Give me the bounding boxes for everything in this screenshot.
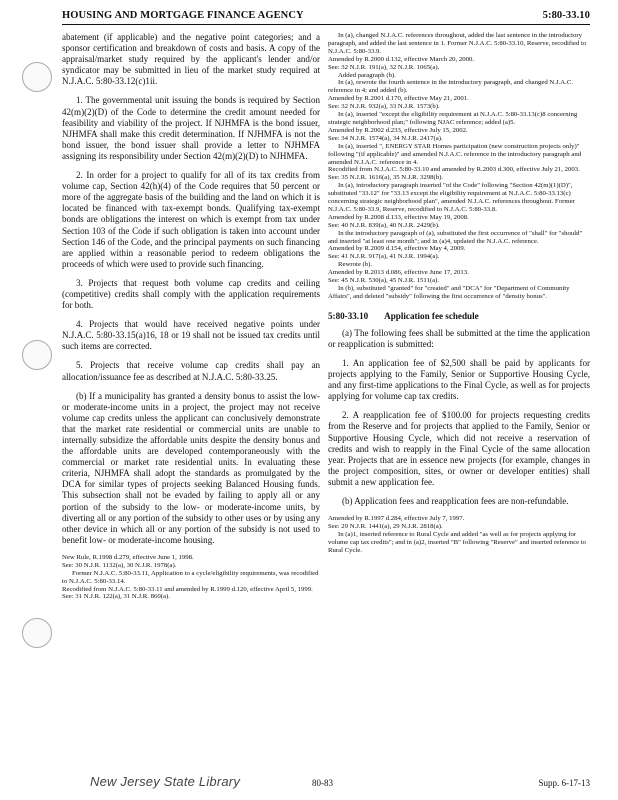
history-note: In (a), introductory paragraph inserted "of the Code" following "Section 42(m)(1)(D)", substituted "33.12" for "33.13 except the eligibility requirement at N.J.A.C. 5:80-33.13(c) concerning strategic neighborhood plan", amended N.J.A.C. references throughout. Former N.J.A.C. 5:80-33.9, Reserve, recodified to N.J.A.C. 5:80-33.8. <box>328 182 575 213</box>
history-note: In (a)1, inserted reference to Rural Cycle and added "as well as for projects applying for volume cap tax credits"; and in (a)2, inserted "B" following "Reserve" and inserted reference to Rural Cycle. <box>328 530 586 554</box>
history-note: See: 30 N.J.R. 1132(a), 30 N.J.R. 1978(a). <box>62 561 177 569</box>
history-note: See: 41 N.J.R. 917(a), 41 N.J.R. 1994(a). <box>328 253 440 261</box>
history-note: Recodified from N.J.A.C. 5:80-33.10 and amended by R.2003 d.300, effective July 21, 2003. <box>328 166 580 174</box>
history-note: Amended by R.2009 d.154, effective May 4, 2009. <box>328 245 466 253</box>
history-notes <box>328 32 590 301</box>
history-note: New Rule, R.1998 d.279, effective June 1, 1998. <box>62 553 194 561</box>
history-note: In (a), inserted ", ENERGY STAR Homes participation (new construction projects only)" following "(if applicable)" and amended N.J.A.C. reference in the introductory paragraph and amended N.J.A.C. reference in 4. <box>328 142 582 166</box>
history-note: See: 31 N.J.R. 122(a), 31 N.J.R. 860(a). <box>62 593 170 601</box>
history-notes <box>62 554 320 601</box>
paragraph: 2. In order for a project to qualify for all of its tax credits from volume cap, Section 42(h)(4) of the Code requires that 50 percent or more of the aggregate basis of the building and the land on which it is located be financed with tax-exempt bonds. Qualifying tax-exempt bonds are obligations the interest on which is exempt from tax under Section 103 of the Code if such obligation is taken into account under Section 146 of the Code, and the principal payments on such financing are applied within a reasonable period to redeem obligations the proceeds of which were used to provide such financing. <box>62 170 320 269</box>
left-body-text <box>62 32 320 546</box>
library-watermark: New Jersey State Library <box>90 774 241 789</box>
history-note: Former N.J.A.C. 5:80-33.11, Application to a cycle/eligibility requirements, was recodified to N.J.A.C. 5:80-33.14. <box>62 569 319 585</box>
left-column <box>62 32 320 601</box>
history-note: In (a), inserted "except the eligibility requirement at N.J.A.C. 5:80-33.13(c)8 concerning strategic neighborhood plan;" following NJAC reference; added (a)5. <box>328 111 578 126</box>
page-number: 80-83 <box>312 778 333 788</box>
paragraph: 4. Projects that would have received negative points under N.J.A.C. 5:80-33.15(a)16, 18 or 19 shall not be issued tax credits until such items are corrected. <box>62 319 320 352</box>
history-note: Rewrote (b). <box>338 261 373 269</box>
paragraph: 1. The governmental unit issuing the bonds is required by Section 42(m)(2)(D) of the Code to determine the credit amount needed for feasibility and viability of the project. If NJHMFA is the bond issuer, NJHMFA shall make this credit determination. If NJHMFA is not the bond issuer, the bond issuer shall provide a letter to NJHMFA assigning its responsibility under Section 42(m)(2)(D) to NJHMFA. <box>62 95 320 161</box>
history-note: Amended by R.2008 d.133, effective May 19, 2008. <box>328 213 469 221</box>
header-agency-title: HOUSING AND MORTGAGE FINANCE AGENCY <box>62 10 304 21</box>
history-note: Amended by R.2000 d.132, effective March 20, 2000. <box>328 55 475 63</box>
page-footer <box>62 776 590 794</box>
running-header <box>62 8 590 25</box>
paragraph: (b) Application fees and reapplication fees are non-refundable. <box>342 496 569 507</box>
paragraph: (b) If a municipality has granted a density bonus to assist the low- or moderate-income units in a project, the project may not receive volume cap credits unless the applicant can conclusively demonstrate that the market rate residential or commercial units are unable to internally subsidize the affordable units despite the density bonus and the affordable units are developed contemporaneously with the commercial or market rate residential units. In evaluating these criteria, NJHMFA shall adopt the standards as promulgated by the DCA for similar types of projects seeking Balanced Housing funds. This subsection shall not be evaded by failing to apply all or any portion of the subsidy to the low- or moderate-income units, by diverting all or any portion of the subsidy to other uses or by using any other device in which all or any portion of the subsidy is not used to benefit low- or moderate-income housing. <box>62 390 320 545</box>
history-note: In (a), rewrote the fourth sentence in the introductory paragraph, and changed N.J.A.C. reference in 4; and added (b). <box>328 79 574 95</box>
binder-hole-icon <box>22 340 52 370</box>
history-note: See: 32 N.J.R. 932(a), 33 N.J.R. 1573(b). <box>328 103 440 111</box>
history-note: Amended by R.2002 d.233, effective July 15, 2002. <box>328 126 468 134</box>
history-note: Recodified from N.J.A.C. 5:80-33.11 and amended by R.1999 d.120, effective April 5, 1999. <box>62 585 313 593</box>
history-note: See: 29 N.J.R. 1441(a), 29 N.J.R. 2818(a). <box>328 523 443 531</box>
paragraph: (a) The following fees shall be submitted at the time the application or reapplication is submitted: <box>328 327 590 349</box>
section-heading <box>328 311 590 322</box>
history-note: In the introductory paragraph of (a), substituted the first occurrence of "shall" for "should" and inserted "at least one month"; and in (a)4, updated the N.J.A.C. reference. <box>328 229 583 245</box>
paragraph: abatement (if applicable) and the negative point categories; and a sponsor certification and breakdown of costs and basis. A copy of the appraisal/market study required by the applicant's lender and/or syndicator may be submitted in lieu of the market study required at N.J.A.C. 5:80-33.12(c)1ii. <box>62 32 320 87</box>
paragraph: 5. Projects that receive volume cap credits shall pay an allocation/issuance fee as described at N.J.A.C. 5:80-33.25. <box>62 360 320 382</box>
history-note: See: 40 N.J.R. 839(a), 40 N.J.R. 2429(b). <box>328 221 440 229</box>
history-notes <box>328 515 590 555</box>
history-note: See: 32 N.J.R. 191(a), 32 N.J.R. 1065(a). <box>328 63 440 71</box>
right-column <box>328 32 590 555</box>
history-note: See: 35 N.J.R. 1616(a), 35 N.J.R. 3298(b). <box>328 174 444 182</box>
binder-hole-icon <box>22 618 52 648</box>
history-note: See: 34 N.J.R. 1574(a), 34 N.J.R. 2417(a). <box>328 134 443 142</box>
history-note: In (a), changed N.J.A.C. references throughout, added the last sentence in the introductory paragraph, and added the last sentence in 1. Former N.J.A.C. 5:80-33.10, Reserve, recodified to N.J.A.C. 5:80-33.9. <box>328 32 587 55</box>
binder-hole-icon <box>22 62 52 92</box>
section-number: 5:80-33.10 <box>328 310 369 321</box>
supplement-date: Supp. 6-17-13 <box>538 778 590 788</box>
history-note: In (b), substituted "granted" for "created" and "DCA" for "Department of Community Affairs", and deleted "subsidy" following the first occurrence of "density bonus". <box>328 285 570 300</box>
history-note: Amended by R.2013 d.086, effective June 17, 2013. <box>328 269 469 277</box>
history-note: See: 45 N.J.R. 530(a), 45 N.J.R. 1511(a). <box>328 277 440 285</box>
paragraph: 3. Projects that request both volume cap credits and ceiling (competitive) credits shall comply with the application requirements for both. <box>62 277 320 311</box>
history-note: Amended by R.1997 d.284, effective July 7, 1997. <box>328 515 465 523</box>
paragraph: 2. A reapplication fee of $100.00 for projects requesting credits from the Reserve and for projects that applied to the Family, Senior or Supportive Housing Cycle, which did not receive a reservation of credits and wish to reapply in the Final Cycle of the same allocation year. Projects that are in essence new projects (for example, changes in the project composition, sites, or owner or developer entities) shall submit a new application fee. <box>328 410 590 487</box>
section-title: Application fee schedule <box>384 310 479 321</box>
header-section-number: 5:80-33.10 <box>542 10 590 21</box>
paragraph: 1. An application fee of $2,500 shall be paid by applicants for projects applying to the Family, Senior or Supportive Housing Cycle, and any first-time applications to the Final Cycle, as well as for projects applying for volume cap tax credits. <box>328 358 590 402</box>
history-note: Added paragraph (b). <box>338 71 396 79</box>
right-body-text <box>328 328 590 507</box>
history-note: Amended by R.2001 d.170, effective May 21, 2001. <box>328 95 469 103</box>
